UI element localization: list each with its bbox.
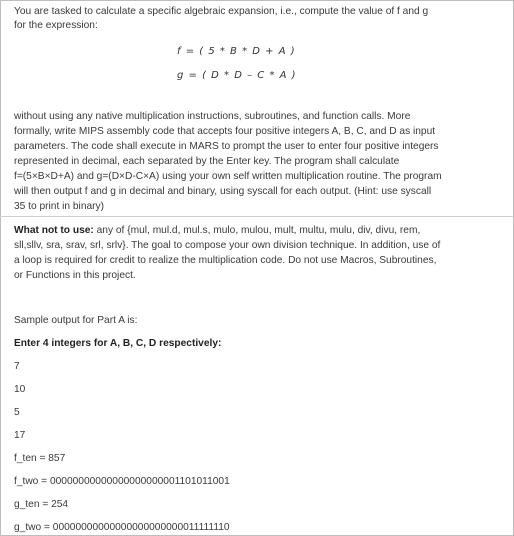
paragraph-line: represented in decimal, each separated by the Enter key. The program shall calculate: [14, 156, 400, 167]
sample-heading: Sample output for Part A is:: [14, 315, 138, 326]
intro-line-2: for the expression:: [14, 20, 98, 31]
sample-f-two: f_two = 00000000000000000000001101011001: [14, 476, 230, 487]
sample-g-two: g_two = 00000000000000000000000011111110: [14, 522, 230, 533]
restrictions-line-1: [14, 223, 420, 238]
equation-g: g = ( D * D – C * A ): [177, 70, 297, 81]
restrictions-line: or Functions in this project.: [14, 270, 136, 281]
section-divider: [0, 216, 514, 217]
restrictions-line: sll,sllv, sra, srav, srl, srlv}. The goal to compose your own division technique. In addition, use of: [14, 240, 441, 251]
paragraph-line: 35 to print in binary): [14, 201, 105, 212]
sample-input-a: 7: [14, 361, 20, 372]
paragraph-line: without using any native multiplication instructions, subroutines, and function calls. More: [14, 111, 411, 122]
sample-input-c: 5: [14, 407, 20, 418]
sample-f-ten: f_ten = 857: [14, 453, 66, 464]
paragraph-line: f=(5×B×D+A) and g=(D×D-C×A) using your own self written multiplication routine. The program: [14, 171, 442, 182]
restrictions-line: a loop is required for credit to realize the multiplication code. Do not use Macros, Subroutines,: [14, 255, 437, 266]
restrictions-label: What not to use:: [14, 225, 94, 236]
paragraph-line: formally, write MIPS assembly code that accepts four positive integers A, B, C, and D as input: [14, 126, 436, 137]
intro-line-1: You are tasked to calculate a specific algebraic expansion, i.e., compute the value of f and g: [14, 6, 429, 17]
restrictions-text: any of {mul, mul.d, mul.s, mulo, mulou, mult, multu, mulu, div, divu, rem,: [93, 225, 421, 236]
paragraph-line: parameters. The code shall execute in MARS to prompt the user to enter four positive integers: [14, 141, 439, 152]
sample-input-b: 10: [14, 384, 26, 395]
sample-input-d: 17: [14, 430, 26, 441]
equation-f: f = ( 5 * B * D + A ): [177, 46, 296, 57]
sample-prompt: Enter 4 integers for A, B, C, D respectively:: [14, 338, 222, 349]
sample-g-ten: g_ten = 254: [14, 499, 69, 510]
paragraph-line: will then output f and g in decimal and binary, using syscall for each output. (Hint: use syscall: [14, 186, 432, 197]
